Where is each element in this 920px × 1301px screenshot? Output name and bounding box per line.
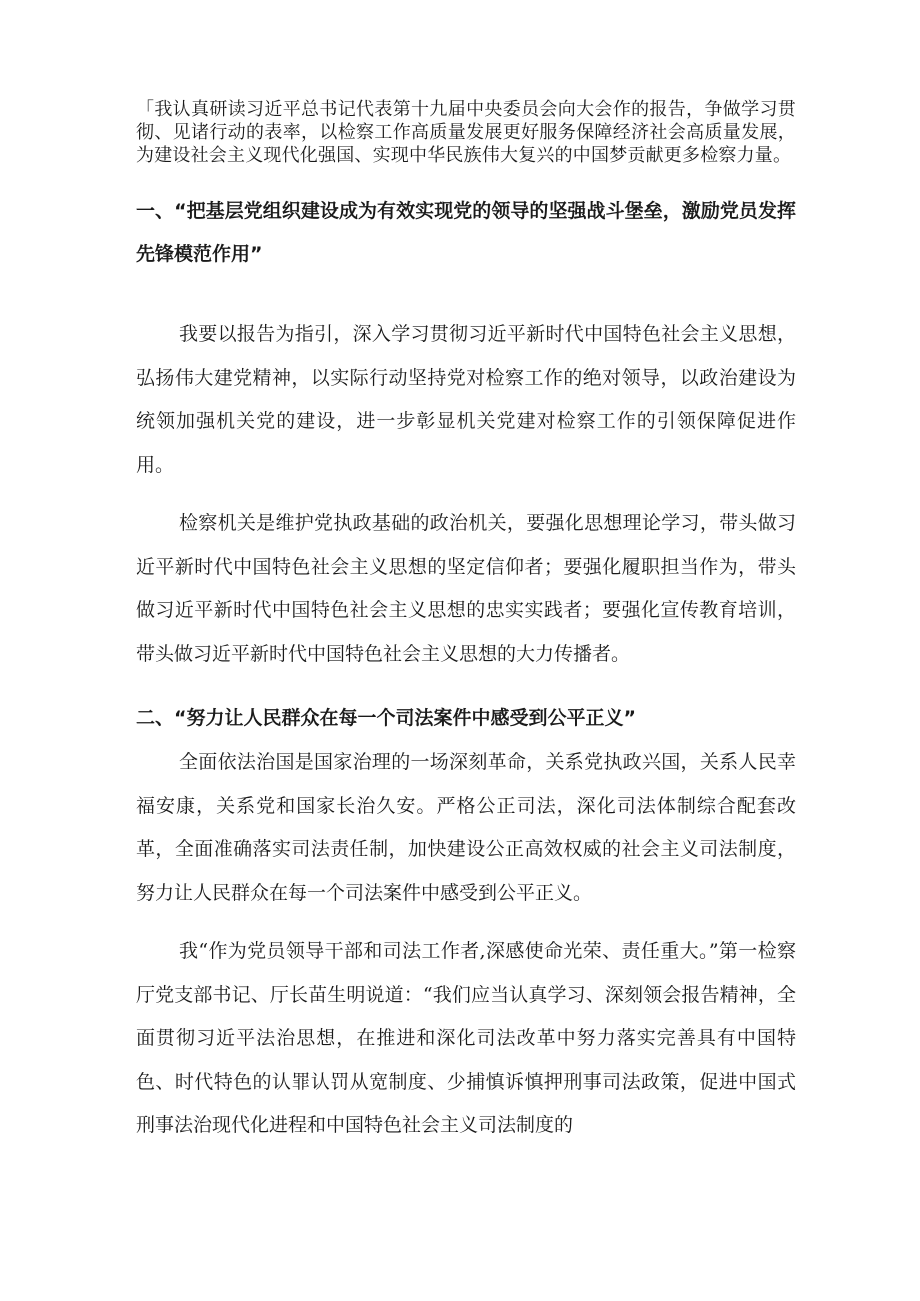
section-1-heading: 一、“把基层党组织建设成为有效实现党的领导的坚强战斗堡垒，激励党员发挥先锋模范作用” <box>136 200 796 265</box>
intro-paragraph: 「我认真研读习近平总书记代表第十九届中央委员会向大会作的报告，争做学习贯彻、见诸行动的表率，以检察工作高质量发展更好服务保障经济社会高质量发展，为建设社会主义现代化强国、实现中华民族伟大复兴的中国梦贡献更多检察力量。 <box>136 99 796 166</box>
section-1-paragraph-1: 我要以报告为指引，深入学习贯彻习近平新时代中国特色社会主义思想，弘扬伟大建党精神，以实际行动坚持党对检察工作的绝对领导，以政治建设为统领加强机关党的建设，进一步彰显机关党建对检察工作的引领保障促进作用。 <box>136 323 796 476</box>
section-2-paragraph-2: 我“作为党员领导干部和司法工作者,深感使命光荣、责任重大。”第一检察厅党支部书记、厅长苗生明说道：“我们应当认真学习、深刻领会报告精神，全面贯彻习近平法治思想，在推进和深化司法改革中努力落实完善具有中国特色、时代特色的认罪认罚从宽制度、少捕慎诉慎押刑事司法政策，促进中国式刑事法治现代化进程和中国特色社会主义司法制度的 <box>136 940 796 1136</box>
section-2-paragraph-1: 全面依法治国是国家治理的一场深刻革命，关系党执政兴国，关系人民幸福安康，关系党和国家长治久安。严格公正司法，深化司法体制综合配套改革，全面准确落实司法责任制，加快建设公正高效权威的社会主义司法制度，努力让人民群众在每一个司法案件中感受到公平正义。 <box>136 751 796 904</box>
section-1-paragraph-2: 检察机关是维护党执政基础的政治机关，要强化思想理论学习，带头做习近平新时代中国特色社会主义思想的坚定信仰者；要强化履职担当作为，带头做习近平新时代中国特色社会主义思想的忠实实践者；要强化宣传教育培训，带头做习近平新时代中国特色社会主义思想的大力传播者。 <box>136 512 796 665</box>
section-2-heading: 二、“努力让人民群众在每一个司法案件中感受到公平正义” <box>136 707 636 729</box>
